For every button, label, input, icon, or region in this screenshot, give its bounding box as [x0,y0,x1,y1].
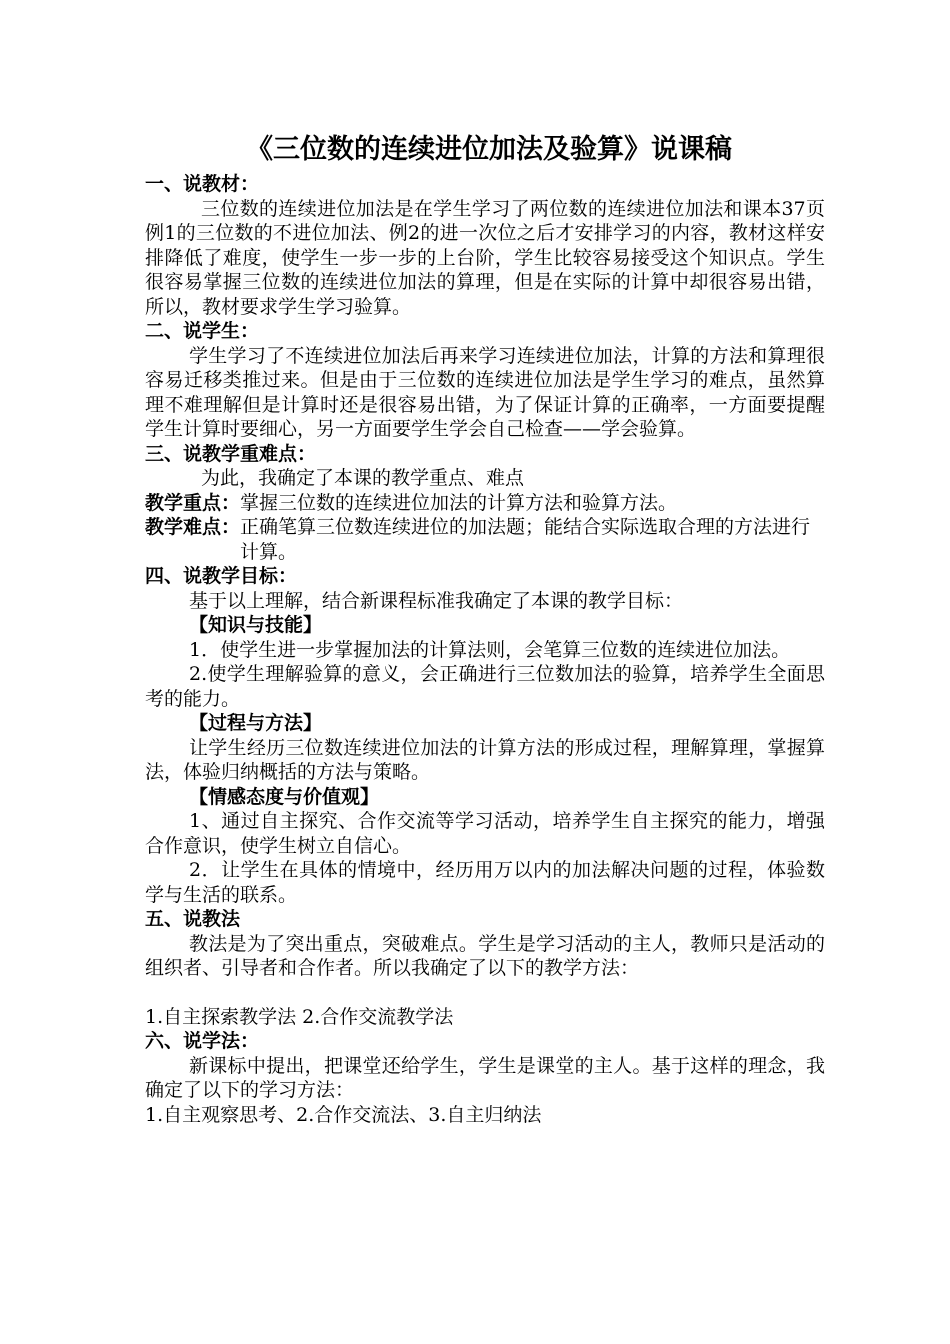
learning-methods-text: 新课标中提出，把课堂还给学生，学生是课堂的主人。基于这样的理念，我确定了以下的学习方法： [145,1054,825,1101]
teaching-difficulty-label: 教学难点： [145,516,241,538]
section-heading-textbook: 一、说教材： [145,173,260,195]
section-heading-students: 二、说学生： [145,320,260,342]
subheading-attitudes-values: 【情感态度与价值观】 [189,785,380,808]
document-title: 《三位数的连续进位加法及验算》说课稿 [246,134,732,165]
teaching-difficulty [145,515,825,564]
section-text-students: 学生学习了不连续进位加法后再来学习连续进位加法，计算的方法和算理很容易迁移类推过来。但是由于三位数的连续进位加法是学生学习的难点，虽然算理不难理解但是计算时还是很容易出错，为了保证计算的正确率，一方面要提醒学生计算时要细心，另一方面要学生学会自己检查——学会验算。 [145,344,825,440]
objectives-intro: 基于以上理解，结合新课程标准我确定了本课的教学目标： [189,589,684,612]
key-points-intro: 为此，我确定了本课的教学重点、难点 [201,467,525,489]
objective-item-3: 让学生经历三位数连续进位加法的计算方法的形成过程，理解算理，掌握算法，体验归纳概括的方法与策略。 [145,736,825,783]
section-heading-objectives: 四、说教学目标： [145,565,298,587]
objective-item-5: 2．让学生在具体的情境中，经历用万以内的加法解决问题的过程，体验数学与生活的联系。 [145,859,825,906]
section-heading-key-points: 三、说教学重难点： [145,442,317,465]
teaching-key-point-label: 教学重点： [145,491,241,514]
section-text-textbook: 三位数的连续进位加法是在学生学习了两位数的连续进位加法和课本37页例1的三位数的不进位加法、例2的进一次位之后才安排学习的内容，教材这样安排降低了难度，使学生一步一步的上台阶，学生比较容易接受这个知识点。学生很容易掌握三位数的连续进位加法的算理，但是在实际的计算中却很容易出错，所以，教材要求学生学习验算。 [145,197,825,318]
teaching-key-point-text: 掌握三位数的连续进位加法的计算方法和验算方法。 [240,491,678,514]
objective-item-4: 1、通过自主探究、合作交流等学习活动，培养学生自主探究的能力，增强合作意识，使学生树立自信心。 [145,810,825,857]
subheading-process-methods: 【过程与方法】 [189,712,323,734]
teaching-methods-list: 1.自主探索教学法 2.合作交流教学法 [145,1005,454,1028]
teaching-methods-text: 教法是为了突出重点，突破难点。学生是学习活动的主人，教师只是活动的组织者、引导者和合作者。所以我确定了以下的教学方法： [145,932,825,979]
subheading-knowledge-skills: 【知识与技能】 [189,614,323,636]
objective-item-1: 1．使学生进一步掌握加法的计算法则，会笔算三位数的连续进位加法。 [189,638,791,661]
blank-line [145,981,825,1005]
learning-methods-list: 1.自主观察思考、2.合作交流法、3.自主归纳法 [145,1103,542,1126]
section-heading-learning-methods: 六、说学法： [145,1030,260,1052]
objective-item-2: 2.使学生理解验算的意义，会正确进行三位数加法的验算，培养学生全面思考的能力。 [145,663,825,710]
document-page [145,130,825,1127]
section-heading-teaching-methods: 五、说教法 [145,908,241,930]
teaching-key-point [145,491,825,516]
teaching-difficulty-text: 正确笔算三位数连续进位的加法题；能结合实际选取合理的方法进行计算。 [240,516,811,563]
